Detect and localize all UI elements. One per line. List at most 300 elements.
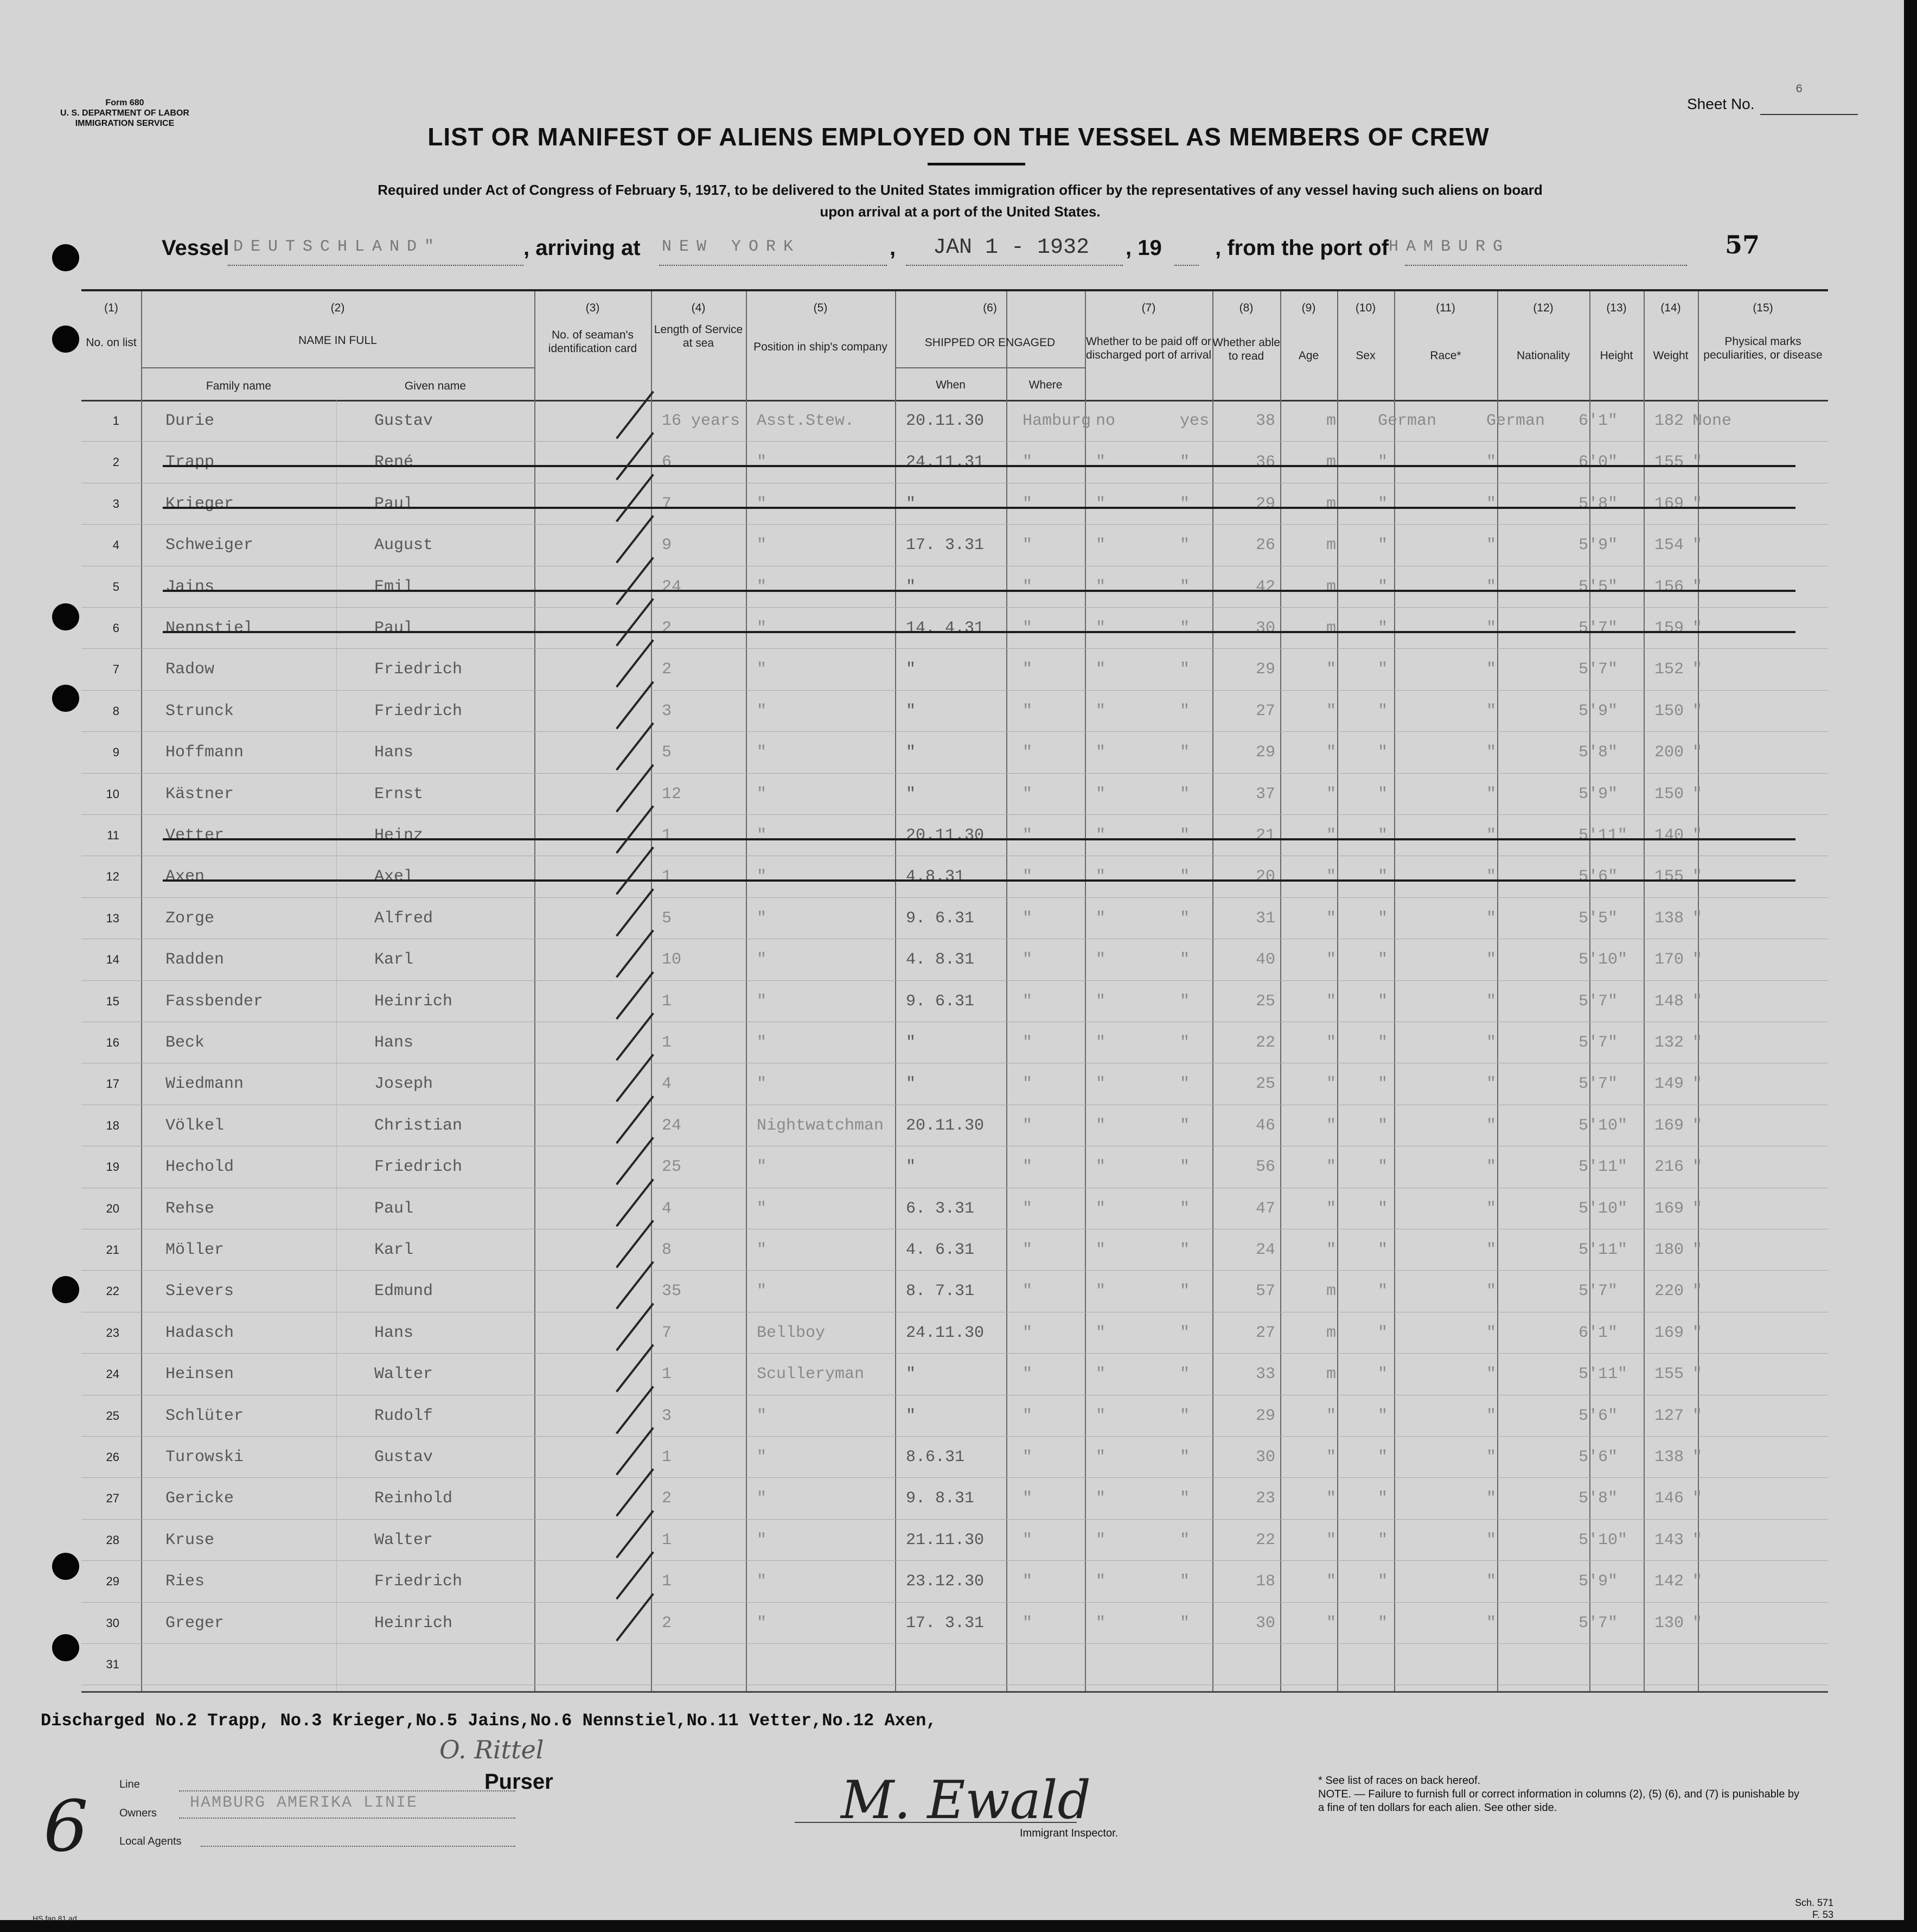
shipped-when-cell: 17. 3.31 — [906, 1614, 985, 1633]
nationality-cell: " — [1486, 1406, 1497, 1425]
column-number-12: (12) — [1533, 302, 1554, 314]
family-name-cell: Axen — [165, 868, 205, 887]
column-number-6: (6) — [983, 302, 997, 314]
binder-hole — [52, 326, 79, 353]
row-rule — [81, 690, 1828, 691]
service-length-cell: 1 — [662, 826, 672, 845]
height-cell: 5'10" — [1579, 1116, 1628, 1135]
family-name-cell: Kruse — [165, 1531, 215, 1550]
able-to-read-cell: " — [1180, 826, 1190, 845]
position-cell: " — [757, 785, 767, 804]
paid-off-cell: " — [1096, 1572, 1106, 1591]
shipped-when-cell: 4. 8.31 — [906, 951, 975, 970]
service-length-cell: 1 — [662, 868, 672, 887]
service-length-cell: 3 — [662, 1406, 672, 1425]
race-cell: " — [1378, 909, 1388, 928]
paid-off-cell: " — [1096, 619, 1106, 637]
check-mark — [616, 1552, 654, 1600]
sex-cell: " — [1326, 1241, 1337, 1259]
nationality-cell: " — [1486, 1448, 1497, 1466]
given-name-cell: Hans — [374, 1323, 414, 1342]
binder-hole — [52, 603, 79, 630]
check-mark — [616, 930, 654, 978]
nationality-cell: " — [1486, 577, 1497, 596]
scan-border-bottom — [0, 1920, 1917, 1932]
header-able-to-read: Whether able to read — [1212, 336, 1280, 362]
paid-off-cell: " — [1096, 868, 1106, 887]
shipped-where-cell: " — [1023, 826, 1033, 845]
header-height: Height — [1600, 349, 1633, 362]
binder-hole — [52, 685, 79, 712]
height-cell: 6'1" — [1579, 1323, 1618, 1342]
family-name-cell: Schweiger — [165, 536, 254, 555]
paid-off-cell: no — [1096, 412, 1116, 430]
header-rule — [81, 400, 1828, 401]
nationality-cell: " — [1486, 1365, 1497, 1384]
paid-off-cell: " — [1096, 1448, 1106, 1466]
column-divider — [1497, 291, 1498, 1691]
discharged-strike-line — [163, 838, 1795, 840]
header-weight: Weight — [1653, 349, 1689, 362]
given-name-cell: Friedrich — [374, 1572, 463, 1591]
sex-cell: m — [1326, 453, 1337, 472]
row-rule — [81, 607, 1828, 608]
given-name-cell: Christian — [374, 1116, 463, 1135]
height-cell: 5'5" — [1579, 577, 1618, 596]
header-given-name: Given name — [404, 380, 467, 392]
paid-off-cell: " — [1096, 909, 1106, 928]
shipped-where-cell: " — [1023, 1158, 1033, 1177]
weight-cell: 150 — [1654, 702, 1684, 720]
sheet-stamp: 6 — [1795, 82, 1803, 96]
column-divider — [141, 291, 142, 1691]
row-number: 1 — [112, 414, 119, 428]
header-no-on-list: No. on list — [86, 336, 137, 349]
column-divider — [1337, 291, 1338, 1691]
row-number: 26 — [106, 1450, 119, 1464]
race-cell: " — [1378, 1365, 1388, 1384]
race-cell: " — [1378, 992, 1388, 1011]
sex-cell: m — [1326, 1365, 1337, 1384]
header-name-in-full: NAME IN FULL — [298, 334, 377, 347]
row-number: 3 — [112, 496, 119, 511]
check-mark — [616, 888, 654, 936]
race-cell: " — [1378, 826, 1388, 845]
weight-cell: 132 — [1654, 1034, 1684, 1052]
shipped-where-cell: " — [1023, 1282, 1033, 1301]
weight-cell: 155 — [1654, 453, 1684, 472]
able-to-read-cell: " — [1180, 992, 1190, 1011]
sex-cell: " — [1326, 992, 1337, 1011]
service-length-cell: 2 — [662, 1614, 672, 1633]
position-cell: " — [757, 1199, 767, 1218]
race-cell: " — [1378, 1614, 1388, 1633]
able-to-read-cell: " — [1180, 1241, 1190, 1259]
row-number: 9 — [112, 745, 119, 760]
able-to-read-cell: " — [1180, 1075, 1190, 1094]
age-cell: 33 — [1256, 1365, 1276, 1384]
title-rule — [928, 163, 1025, 165]
nationality-cell: " — [1486, 1034, 1497, 1052]
sex-cell: m — [1326, 577, 1337, 596]
height-cell: 5'8" — [1579, 743, 1618, 762]
position-cell: " — [757, 909, 767, 928]
shipped-when-cell: 20.11.30 — [906, 1116, 985, 1135]
given-name-cell: August — [374, 536, 433, 555]
row-rule — [81, 1353, 1828, 1354]
family-name-cell: Schlüter — [165, 1406, 244, 1425]
given-name-cell: Friedrich — [374, 660, 463, 679]
nationality-cell: " — [1486, 785, 1497, 804]
position-cell: " — [757, 868, 767, 887]
row-rule — [81, 897, 1828, 898]
sex-cell: " — [1326, 1406, 1337, 1425]
row-number: 24 — [106, 1367, 119, 1381]
weight-cell: 170 — [1654, 951, 1684, 970]
local-agents-label: Local Agents — [119, 1835, 182, 1847]
scan-border-right — [1904, 0, 1917, 1932]
able-to-read-cell: " — [1180, 619, 1190, 637]
paid-off-cell: " — [1096, 453, 1106, 472]
race-cell: " — [1378, 536, 1388, 555]
position-cell: " — [757, 536, 767, 555]
position-cell: " — [757, 1489, 767, 1508]
paid-off-cell: " — [1096, 826, 1106, 845]
column-divider — [1085, 291, 1086, 1691]
given-name-cell: Karl — [374, 1241, 414, 1259]
race-cell: " — [1378, 453, 1388, 472]
discharged-note: Discharged No.2 Trapp, No.3 Krieger,No.5 Jains,No.6 Nennstiel,No.11 Vetter,No.12 Axen, — [41, 1711, 937, 1731]
family-name-cell: Durie — [165, 412, 215, 430]
race-cell: " — [1378, 1199, 1388, 1218]
physical-marks-cell: " — [1692, 992, 1703, 1011]
local-agents-field — [201, 1846, 515, 1847]
inspector-label: Immigrant Inspector. — [1020, 1827, 1119, 1839]
service-length-cell: 8 — [662, 1241, 672, 1259]
race-cell: " — [1378, 1448, 1388, 1466]
sex-cell: " — [1326, 1158, 1337, 1177]
given-name-cell: René — [374, 453, 414, 472]
nationality-cell: " — [1486, 868, 1497, 887]
age-cell: 18 — [1256, 1572, 1276, 1591]
age-cell: 57 — [1256, 1282, 1276, 1301]
header-when: When — [936, 379, 966, 391]
vessel-name-line — [228, 265, 523, 266]
vessel-label: Vessel — [162, 236, 229, 260]
header-family-name: Family name — [206, 380, 272, 392]
service-length-cell: 5 — [662, 743, 672, 762]
sex-cell: " — [1326, 826, 1337, 845]
physical-marks-cell: " — [1692, 868, 1703, 887]
sex-cell: " — [1326, 1531, 1337, 1550]
shipped-when-cell: 14. 4.31 — [906, 619, 985, 637]
weight-cell: 200 — [1654, 743, 1684, 762]
arrival-port: NEW YORK — [662, 238, 801, 256]
column-number-10: (10) — [1355, 302, 1376, 314]
age-cell: 29 — [1256, 660, 1276, 679]
shipped-when-cell: 24.11.31 — [906, 453, 985, 472]
header-position: Position in ship's company — [753, 341, 887, 353]
given-name-cell: Friedrich — [374, 702, 463, 720]
nationality-cell: " — [1486, 1614, 1497, 1633]
position-cell: " — [757, 453, 767, 472]
given-name-cell: Paul — [374, 1199, 414, 1218]
able-to-read-cell: " — [1180, 453, 1190, 472]
arrival-date-line — [906, 265, 1123, 266]
position-cell: " — [757, 1406, 767, 1425]
position-cell: " — [757, 743, 767, 762]
sex-cell: " — [1326, 868, 1337, 887]
weight-cell: 140 — [1654, 826, 1684, 845]
corner-handwritten-number: 6 — [43, 1785, 88, 1867]
able-to-read-cell: " — [1180, 1365, 1190, 1384]
inspector-signature-line — [795, 1822, 1077, 1823]
position-cell: " — [757, 1158, 767, 1177]
shipped-when-cell: 24.11.30 — [906, 1323, 985, 1342]
weight-cell: 180 — [1654, 1241, 1684, 1259]
row-rule — [81, 980, 1828, 981]
paid-off-cell: " — [1096, 494, 1106, 513]
check-mark — [616, 640, 654, 688]
physical-marks-cell: " — [1692, 743, 1703, 762]
shipped-when-cell: 20.11.30 — [906, 826, 985, 845]
position-cell: " — [757, 951, 767, 970]
shipped-when-cell: " — [906, 785, 916, 804]
shipped-when-cell: " — [906, 1406, 916, 1425]
race-cell: " — [1378, 1158, 1388, 1177]
sex-cell: m — [1326, 619, 1337, 637]
physical-marks-cell: " — [1692, 1406, 1703, 1425]
weight-cell: 154 — [1654, 536, 1684, 555]
physical-marks-cell: " — [1692, 1614, 1703, 1633]
given-name-cell: Heinrich — [374, 1614, 453, 1633]
race-cell: " — [1378, 702, 1388, 720]
age-cell: 22 — [1256, 1034, 1276, 1052]
height-cell: 5'8" — [1579, 1489, 1618, 1508]
sex-cell: " — [1326, 1489, 1337, 1508]
family-name-cell: Sievers — [165, 1282, 234, 1301]
given-name-cell: Hans — [374, 1034, 414, 1052]
column-number-14: (14) — [1660, 302, 1681, 314]
shipped-where-cell: " — [1023, 660, 1033, 679]
shipped-where-cell: " — [1023, 1199, 1033, 1218]
check-mark — [616, 1386, 654, 1434]
row-number: 23 — [106, 1325, 119, 1340]
race-cell: " — [1378, 1116, 1388, 1135]
header-age: Age — [1298, 349, 1319, 362]
service-length-cell: 9 — [662, 536, 672, 555]
nationality-cell: " — [1486, 1241, 1497, 1259]
given-name-cell: Gustav — [374, 412, 433, 430]
shipped-when-cell: 9. 6.31 — [906, 992, 975, 1011]
height-cell: 5'6" — [1579, 1406, 1618, 1425]
subtitle-line-1: Required under Act of Congress of February 5, 1917, to be delivered to the United States immigration officer by the representatives of any vessel having such aliens on board — [378, 182, 1543, 198]
weight-cell: 169 — [1654, 1116, 1684, 1135]
check-mark — [616, 1261, 654, 1310]
owners-label: Owners — [119, 1807, 157, 1819]
race-cell: " — [1378, 1323, 1388, 1342]
position-cell: " — [757, 1448, 767, 1466]
row-number: 4 — [112, 538, 119, 552]
nationality-cell: " — [1486, 1075, 1497, 1094]
column-divider — [746, 291, 747, 1691]
position-cell: " — [757, 1531, 767, 1550]
row-rule — [81, 1270, 1828, 1271]
able-to-read-cell: " — [1180, 743, 1190, 762]
owners-name: HAMBURG AMERIKA LINIE — [190, 1794, 418, 1812]
paid-off-cell: " — [1096, 702, 1106, 720]
paid-off-cell: " — [1096, 577, 1106, 596]
physical-marks-cell: " — [1692, 1448, 1703, 1466]
service-length-cell: 25 — [662, 1158, 682, 1177]
able-to-read-cell: " — [1180, 660, 1190, 679]
physical-marks-cell: " — [1692, 536, 1703, 555]
nationality-cell: " — [1486, 1158, 1497, 1177]
check-mark — [616, 1178, 654, 1227]
row-number: 2 — [112, 455, 119, 469]
height-cell: 6'0" — [1579, 453, 1618, 472]
position-cell: " — [757, 1241, 767, 1259]
height-cell: 5'11" — [1579, 1158, 1628, 1177]
given-name-cell: Karl — [374, 951, 414, 970]
sex-cell: " — [1326, 1199, 1337, 1218]
check-mark — [616, 515, 654, 564]
physical-marks-cell: " — [1692, 1572, 1703, 1591]
height-cell: 5'6" — [1579, 868, 1618, 887]
able-to-read-cell: " — [1180, 1572, 1190, 1591]
check-mark — [616, 391, 654, 439]
check-mark — [616, 723, 654, 771]
owners-field — [179, 1818, 515, 1819]
column-number-3: (3) — [585, 302, 600, 314]
row-number: 19 — [106, 1160, 119, 1174]
race-cell: " — [1378, 1572, 1388, 1591]
binder-hole — [52, 1553, 79, 1580]
shipped-where-cell: " — [1023, 619, 1033, 637]
weight-cell: 155 — [1654, 1365, 1684, 1384]
position-cell: " — [757, 660, 767, 679]
row-number: 22 — [106, 1284, 119, 1298]
race-cell: " — [1378, 1489, 1388, 1508]
row-number: 11 — [107, 828, 119, 842]
position-cell: " — [757, 826, 767, 845]
weight-cell: 130 — [1654, 1614, 1684, 1633]
service-length-cell: 2 — [662, 619, 672, 637]
discharged-strike-line — [163, 631, 1795, 633]
department-name: U. S. DEPARTMENT OF LABOR — [60, 109, 189, 118]
nationality-cell: " — [1486, 909, 1497, 928]
age-cell: 38 — [1256, 412, 1276, 430]
service-length-cell: 1 — [662, 992, 672, 1011]
given-name-cell: Hans — [374, 743, 414, 762]
able-to-read-cell: " — [1180, 1282, 1190, 1301]
race-cell: " — [1378, 1075, 1388, 1094]
position-cell: Nightwatchman — [757, 1116, 884, 1135]
race-cell: " — [1378, 577, 1388, 596]
age-cell: 20 — [1256, 868, 1276, 887]
sex-cell: " — [1326, 1075, 1337, 1094]
shipped-where-cell: " — [1023, 1323, 1033, 1342]
penalty-note: NOTE. — Failure to furnish full or correct information in columns (2), (5) (6), and (7) is punishable by a fine of ten dollars for each alien. See other side. — [1318, 1788, 1799, 1814]
form-code: F. 53 — [1812, 1909, 1833, 1920]
shipped-when-cell: " — [906, 1075, 916, 1094]
shipped-when-cell: 4. 6.31 — [906, 1241, 975, 1259]
age-cell: 46 — [1256, 1116, 1276, 1135]
row-rule — [81, 524, 1828, 525]
check-mark — [616, 598, 654, 646]
age-cell: 27 — [1256, 702, 1276, 720]
position-cell: " — [757, 992, 767, 1011]
height-cell: 5'10" — [1579, 1531, 1628, 1550]
row-number: 27 — [106, 1491, 119, 1506]
column-number-5: (5) — [813, 302, 828, 314]
family-name-cell: Heinsen — [165, 1365, 234, 1384]
races-note: * See list of races on back hereof. — [1318, 1775, 1481, 1787]
nationality-cell: " — [1486, 1282, 1497, 1301]
service-length-cell: 1 — [662, 1034, 672, 1052]
race-cell: " — [1378, 785, 1388, 804]
given-name-cell: Paul — [374, 494, 414, 513]
check-mark — [616, 1510, 654, 1558]
check-mark — [616, 557, 654, 605]
position-cell: Bellboy — [757, 1323, 826, 1342]
height-cell: 5'9" — [1579, 536, 1618, 555]
physical-marks-cell: " — [1692, 1116, 1703, 1135]
able-to-read-cell: " — [1180, 1323, 1190, 1342]
family-name-cell: Hadasch — [165, 1323, 234, 1342]
physical-marks-cell: " — [1692, 1199, 1703, 1218]
race-cell: " — [1378, 1531, 1388, 1550]
shipped-when-cell: " — [906, 702, 916, 720]
family-name-cell: Völkel — [165, 1116, 225, 1135]
form-number: Form 680 — [105, 98, 144, 107]
able-to-read-cell: " — [1180, 785, 1190, 804]
service-length-cell: 1 — [662, 1531, 672, 1550]
race-cell: " — [1378, 1241, 1388, 1259]
family-name-cell: Radow — [165, 660, 215, 679]
weight-cell: 143 — [1654, 1531, 1684, 1550]
weight-cell: 152 — [1654, 660, 1684, 679]
column-divider — [534, 291, 535, 1691]
binder-hole — [52, 1276, 79, 1303]
given-name-cell: Heinz — [374, 826, 424, 845]
race-cell: German — [1378, 412, 1437, 430]
nationality-cell: " — [1486, 536, 1497, 555]
family-name-cell: Greger — [165, 1614, 225, 1633]
shipped-where-cell: " — [1023, 1572, 1033, 1591]
able-to-read-cell: " — [1180, 702, 1190, 720]
family-name-cell: Hechold — [165, 1158, 234, 1177]
nationality-cell: " — [1486, 951, 1497, 970]
shipped-when-cell: 9. 6.31 — [906, 909, 975, 928]
paid-off-cell: " — [1096, 1489, 1106, 1508]
nationality-cell: " — [1486, 1116, 1497, 1135]
paid-off-cell: " — [1096, 785, 1106, 804]
row-rule — [81, 773, 1828, 774]
nationality-cell: " — [1486, 660, 1497, 679]
row-number: 31 — [106, 1657, 119, 1671]
service-length-cell: 7 — [662, 1323, 672, 1342]
physical-marks-cell: " — [1692, 1531, 1703, 1550]
header-race: Race* — [1430, 349, 1461, 362]
departure-port-line — [1405, 265, 1687, 266]
age-cell: 40 — [1256, 951, 1276, 970]
shipped-where-cell: " — [1023, 702, 1033, 720]
check-mark — [616, 1095, 654, 1144]
family-name-cell: Turowski — [165, 1448, 244, 1466]
header-shipped-engaged: SHIPPED OR ENGAGED — [924, 336, 1056, 349]
sheet-number-field — [1760, 114, 1858, 115]
